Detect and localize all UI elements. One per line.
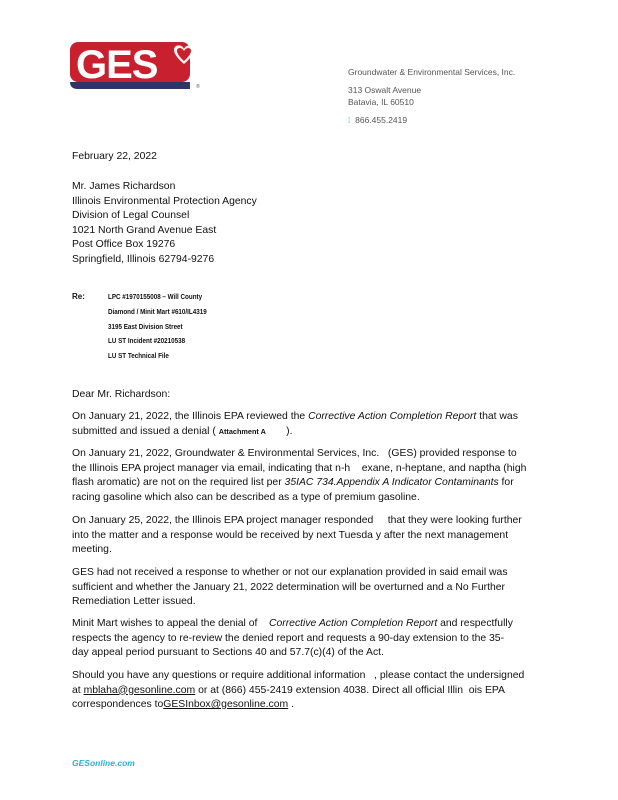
paragraph-6 [72, 669, 552, 713]
p1-text: ). [286, 425, 293, 437]
paragraph-3 [72, 514, 552, 558]
recipient-line: Division of Legal Counsel [72, 210, 190, 221]
p4-line: Remediation Letter issued. [72, 596, 196, 607]
ges-logo [70, 42, 210, 90]
company-phone-row [348, 116, 407, 125]
paragraph-4 [72, 566, 552, 610]
re-line: LU ST Technical File [108, 351, 169, 360]
p6-text: at [72, 684, 81, 696]
p5-text: Minit Mart wishes to appeal the denial of [72, 618, 258, 629]
p3-line: meeting. [72, 544, 112, 555]
p6-text: correspondences to [72, 699, 164, 710]
recipient-line: Springfield, Illinois 62794-9276 [72, 253, 215, 265]
re-line: LU ST Incident #20210538 [108, 336, 186, 345]
re-line: LPC #1970155008 – Will County [108, 292, 203, 301]
p2-text: flash aromatic) are not on the required list per [72, 477, 282, 488]
footer-website[interactable]: GESonline.com [72, 758, 135, 768]
paragraph-2 [72, 447, 552, 505]
letter-date: February 22, 2022 [72, 151, 157, 162]
p3-line: into the matter and a response would be received by next Tuesda y after the next management [72, 529, 509, 541]
p3-line: On January 25, 2022, the Illinois EPA project manager responded that they were looking further [72, 515, 522, 526]
p1-text: submitted and issued a denial ( [72, 425, 216, 437]
p2-line: On January 21, 2022, Groundwater & Environmental Services, Inc. (GES) provided response to [72, 448, 517, 459]
email-link-gesinbox[interactable]: GESInbox@gesonline.com [163, 699, 289, 710]
company-name: Groundwater & Environmental Services, Inc. [348, 67, 516, 77]
p4-line: sufficient and whether the January 21, 2022 determination will be overturned and a No Further [72, 581, 506, 593]
p1-text: that was [479, 411, 518, 422]
report-title: Corrective Action Completion Report [308, 411, 477, 422]
email-link-mblaha[interactable]: mblaha@gesonline.com [83, 684, 196, 696]
p5-line: day appeal period pursuant to Sections 40 and 57.7(c)(4) of the Act. [72, 647, 384, 658]
company-city: Batavia, IL 60510 [348, 97, 414, 107]
p5-line: respects the agency to re-review the denied report and requests a 90-day extension to the 35- [72, 632, 505, 644]
p2-text: for [501, 477, 514, 488]
regulation-ref: 35IAC 734.Appendix A Indicator Contaminants [284, 477, 499, 488]
ges-logo-graphic [70, 42, 210, 90]
company-street: 313 Oswalt Avenue [348, 85, 422, 95]
p4-line: GES had not received a response to whether or not our explanation provided in said email was [72, 567, 508, 578]
svg-text:®: ® [196, 84, 200, 90]
recipient-line: Mr. James Richardson [72, 181, 176, 192]
salutation: Dear Mr. Richardson: [72, 389, 171, 400]
p6-text: or at (866) 455-2419 extension 4038. Direct all official Illin ois EPA [198, 684, 505, 696]
paragraph-5 [72, 617, 552, 661]
report-title: Corrective Action Completion Report [268, 618, 438, 629]
recipient-block [72, 180, 257, 267]
re-line: Diamond / Minit Mart #610/IL4319 [108, 307, 207, 316]
phone-icon: ⁞ [348, 115, 351, 125]
recipient-line: Post Office Box 19276 [72, 239, 176, 250]
p2-line: the Illinois EPA project manager via email, indicating that n-h exane, n-heptane, and naptha (high [72, 462, 527, 474]
p2-line: racing gasoline which also can be described as a type of premium gasoline. [72, 491, 420, 503]
re-label: Re: [72, 292, 85, 301]
p1-text: On January 21, 2022, the Illinois EPA reviewed the [72, 411, 306, 422]
re-line: 3195 East Division Street [108, 322, 183, 331]
company-phone: 866.455.2419 [355, 115, 408, 125]
attachment-ref: Attachment A [218, 426, 266, 436]
paragraph-1 [72, 410, 552, 439]
p6-line: Should you have any questions or require additional information , please contact the undersigned [72, 670, 525, 681]
logo-text: GES [76, 43, 158, 87]
p5-text: and respectfully [440, 618, 513, 629]
recipient-line: Illinois Environmental Protection Agency [72, 195, 257, 207]
recipient-line: 1021 North Grand Avenue East [72, 224, 217, 236]
p6-text: . [291, 699, 294, 710]
